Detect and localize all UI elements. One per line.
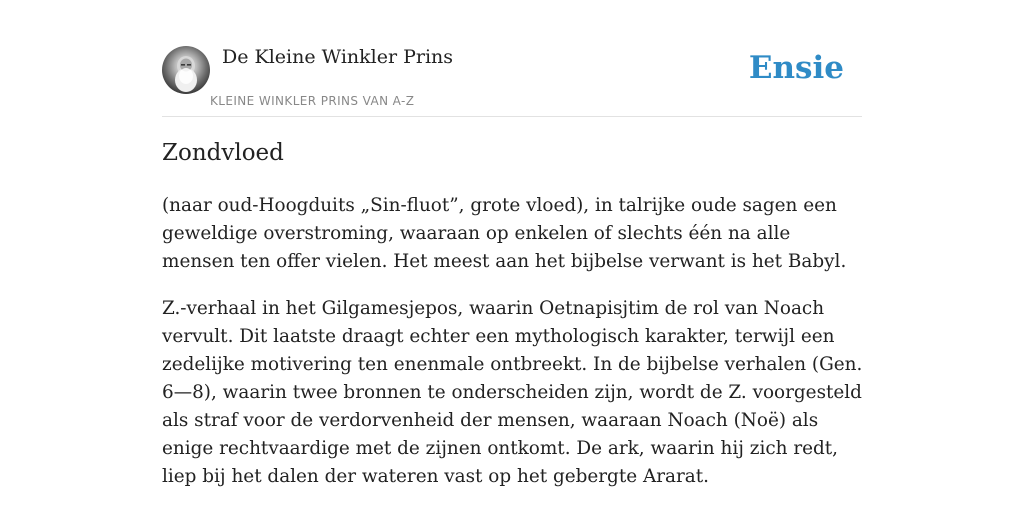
- author-avatar[interactable]: [162, 46, 210, 94]
- article-header: [162, 0, 862, 117]
- author-name[interactable]: De Kleine Winkler Prins: [222, 46, 454, 68]
- source-label[interactable]: KLEINE WINKLER PRINS VAN A-Z: [210, 94, 415, 108]
- article-paragraph: (naar oud-Hoogduits „Sin-fluot”, grote vloed), in talrijke oude sagen een geweldige overstroming, waaraan op enkelen of slechts één na alle mensen ten offer vielen. Het meest aan het bijbelse verwant is het Babyl.: [162, 195, 847, 272]
- portrait-icon: [162, 46, 210, 94]
- article-paragraph: Z.-verhaal in het Gilgamesjepos, waarin Oetnapisjtim de rol van Noach vervult. Dit laatste draagt echter een mythologisch karakter, terwijl een zedelijke motivering ten enenmale ontbreekt. In de bijbelse verhalen (Gen. 6—8), waarin twee bronnen te onderscheiden zijn, wordt de Z. voorgesteld als straf voor de verdorvenheid der mensen, waaraan Noach (Noë) als enige rechtvaardige met de zijnen ontkomt. De ark, waarin hij zich redt, liep bij het dalen der wateren vast op het gebergte Ararat.: [162, 298, 863, 487]
- article-title: Zondvloed: [162, 140, 284, 166]
- ensie-logo[interactable]: Ensie: [748, 50, 844, 86]
- article-container: [162, 0, 862, 512]
